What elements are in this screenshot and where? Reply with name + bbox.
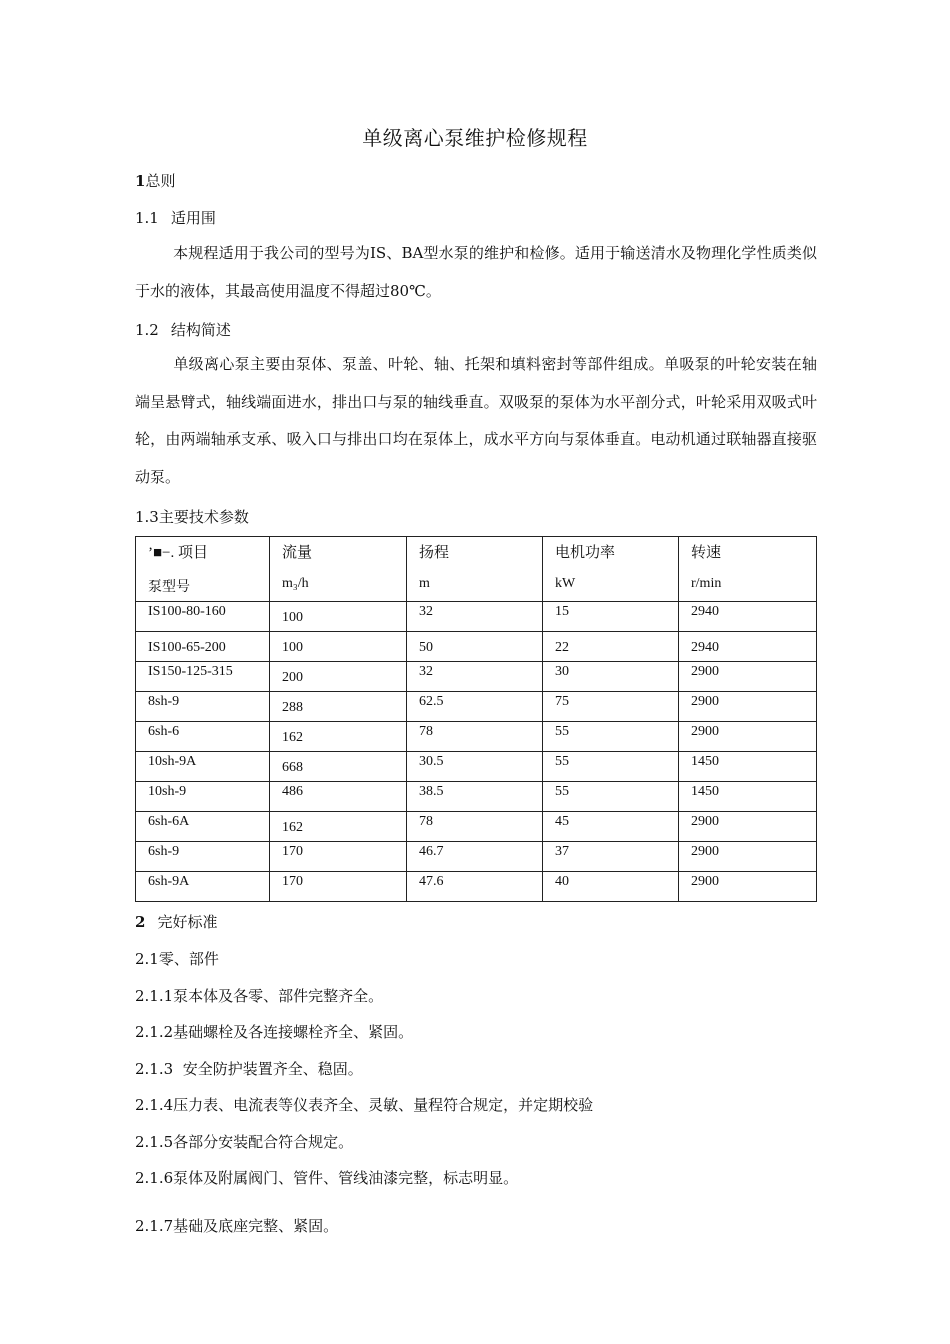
section-1-2-title: 结构简述 <box>170 321 231 339</box>
cell-speed-text: 2900 <box>691 664 719 679</box>
cell-speed <box>679 872 817 902</box>
header-head-name: 扬程 <box>419 545 450 561</box>
section-1-1-paragraph <box>135 235 817 310</box>
cell-flow <box>270 662 407 692</box>
section-1-number: 1 <box>135 172 146 190</box>
section-2-title: 完好标准 <box>157 913 218 931</box>
cell-model-text: 10sh-9 <box>148 784 187 799</box>
header-cell-power <box>543 537 679 602</box>
cell-speed <box>679 632 817 662</box>
header-head-unit: m <box>419 576 430 591</box>
section-1-2-text: 单级离心泵主要由泵体、泵盖、叶轮、轴、托架和填料密封等部件组成。单吸泵的叶轮安装在轴端呈悬臂式，轴线端面进水，排出口与泵的轴线垂直。双吸泵的泵体为水平剖分式，叶轮采用双吸式叶轮，由两端轴承支承、吸入口与排出口均在泵体上，成水平方向与泵体垂直。电动机通过联轴器直接驱动泵。 <box>135 355 817 486</box>
table-row <box>136 752 817 782</box>
cell-power-text: 55 <box>555 754 569 769</box>
cell-model <box>136 602 270 632</box>
cell-head <box>407 662 543 692</box>
cell-head-text: 78 <box>419 814 433 829</box>
cell-model-text: 10sh-9A <box>148 754 197 769</box>
cell-head <box>407 722 543 752</box>
section-2-1-heading: 2.1零、部件 <box>135 950 219 968</box>
list-item: 2.1.1泵本体及各零、部件完整齐全。 <box>135 987 384 1005</box>
cell-model-text: IS100-65-200 <box>148 640 226 655</box>
cell-flow-text: 100 <box>282 610 303 625</box>
section-1-1-heading <box>135 207 216 228</box>
list-item: 2.1.3 安全防护装置齐全、稳固。 <box>135 1060 363 1078</box>
cell-model-text: IS150-125-315 <box>148 664 233 679</box>
cell-model <box>136 692 270 722</box>
table-row <box>136 812 817 842</box>
section-1-title: 总则 <box>145 172 176 190</box>
cell-power <box>543 872 679 902</box>
cell-model-text: 6sh-9A <box>148 874 190 889</box>
cell-speed-text: 2900 <box>691 814 719 829</box>
cell-speed-text: 2900 <box>691 844 719 859</box>
page-title: 单级离心泵维护检修规程 <box>362 126 588 150</box>
header-speed-unit: r/min <box>691 576 722 591</box>
cell-power-text: 75 <box>555 694 569 709</box>
cell-speed <box>679 752 817 782</box>
cell-model <box>136 722 270 752</box>
list-item: 2.1.7基础及底座完整、紧固。 <box>135 1217 339 1235</box>
cell-model-text: 6sh-6A <box>148 814 190 829</box>
section-2-heading <box>135 911 217 932</box>
cell-speed-text: 1450 <box>691 784 719 799</box>
cell-power <box>543 782 679 812</box>
cell-flow <box>270 632 407 662</box>
cell-head-text: 32 <box>419 604 433 619</box>
header-power-name: 电机功率 <box>555 545 616 561</box>
header-item-label: ’■−. 项目 <box>148 545 209 561</box>
list-item: 2.1.6泵体及附属阀门、管件、管线油漆完整，标志明显。 <box>135 1169 519 1187</box>
table-header-row <box>136 537 817 602</box>
list-item: 2.1.5各部分安装配合符合规定。 <box>135 1133 354 1151</box>
list-item: 2.1.2基础螺栓及各连接螺栓齐全、紧固。 <box>135 1023 414 1041</box>
cell-power <box>543 752 679 782</box>
cell-model <box>136 812 270 842</box>
cell-flow-text: 162 <box>282 820 303 835</box>
cell-power-text: 40 <box>555 874 569 889</box>
cell-flow <box>270 812 407 842</box>
table-row <box>136 842 817 872</box>
cell-power-text: 30 <box>555 664 569 679</box>
parameters-table <box>135 536 817 902</box>
cell-speed-text: 1450 <box>691 754 719 769</box>
cell-flow-text: 162 <box>282 730 303 745</box>
cell-power-text: 45 <box>555 814 569 829</box>
cell-model <box>136 842 270 872</box>
cell-model-text: 6sh-6 <box>148 724 180 739</box>
cell-power-text: 37 <box>555 844 569 859</box>
cell-head-text: 32 <box>419 664 433 679</box>
header-speed-name: 转速 <box>691 545 722 561</box>
cell-flow <box>270 722 407 752</box>
cell-head <box>407 872 543 902</box>
cell-head <box>407 602 543 632</box>
cell-speed-text: 2900 <box>691 724 719 739</box>
cell-head-text: 50 <box>419 640 433 655</box>
section-1-1-text: 本规程适用于我公司的型号为IS、BA型水泵的维护和检修。适用于输送清水及物理化学性质类似于水的液体，其最高使用温度不得超过80℃。 <box>135 244 817 300</box>
cell-power <box>543 692 679 722</box>
cell-head <box>407 842 543 872</box>
cell-speed <box>679 722 817 752</box>
cell-flow-text: 486 <box>282 784 303 799</box>
cell-model <box>136 632 270 662</box>
cell-speed <box>679 602 817 632</box>
section-1-2-paragraph <box>135 346 817 496</box>
cell-flow-text: 100 <box>282 640 303 655</box>
cell-flow-text: 288 <box>282 700 303 715</box>
cell-flow-text: 668 <box>282 760 303 775</box>
cell-model-text: IS100-80-160 <box>148 604 226 619</box>
table-row <box>136 632 817 662</box>
cell-head-text: 78 <box>419 724 433 739</box>
cell-power <box>543 632 679 662</box>
cell-power <box>543 722 679 752</box>
cell-speed <box>679 842 817 872</box>
section-1-3-heading: 1.3主要技术参数 <box>135 508 249 526</box>
section-1-2-number: 1.2 <box>135 321 159 339</box>
cell-power <box>543 812 679 842</box>
section-1-1-number: 1.1 <box>135 209 159 227</box>
table-row <box>136 602 817 632</box>
cell-head-text: 47.6 <box>419 874 444 889</box>
section-1-2-heading <box>135 319 231 340</box>
table-row <box>136 872 817 902</box>
header-cell-head <box>407 537 543 602</box>
cell-model <box>136 782 270 812</box>
header-cell-model <box>136 537 270 602</box>
cell-head <box>407 752 543 782</box>
cell-flow-text: 170 <box>282 874 303 889</box>
cell-power-text: 55 <box>555 784 569 799</box>
header-power-unit: kW <box>555 576 576 591</box>
cell-model-text: 6sh-9 <box>148 844 180 859</box>
cell-head-text: 62.5 <box>419 694 444 709</box>
cell-speed-text: 2900 <box>691 694 719 709</box>
cell-model <box>136 752 270 782</box>
cell-head <box>407 782 543 812</box>
cell-head <box>407 632 543 662</box>
section-1-heading <box>135 170 175 191</box>
cell-speed-text: 2940 <box>691 640 719 655</box>
cell-model <box>136 872 270 902</box>
cell-flow <box>270 692 407 722</box>
cell-power-text: 55 <box>555 724 569 739</box>
table-row <box>136 692 817 722</box>
table-row <box>136 662 817 692</box>
cell-speed-text: 2900 <box>691 874 719 889</box>
cell-flow <box>270 782 407 812</box>
cell-speed-text: 2940 <box>691 604 719 619</box>
cell-flow <box>270 602 407 632</box>
header-flow-name: 流量 <box>282 545 313 561</box>
cell-flow-text: 170 <box>282 844 303 859</box>
cell-flow <box>270 752 407 782</box>
header-model-label: 泵型号 <box>148 580 190 595</box>
cell-speed <box>679 782 817 812</box>
cell-flow-text: 200 <box>282 670 303 685</box>
cell-power-text: 15 <box>555 604 569 619</box>
cell-power-text: 22 <box>555 640 569 655</box>
cell-power <box>543 662 679 692</box>
section-2-number: 2 <box>135 913 146 931</box>
cell-head-text: 38.5 <box>419 784 444 799</box>
table-row <box>136 722 817 752</box>
header-cell-speed <box>679 537 817 602</box>
list-item: 2.1.4压力表、电流表等仪表齐全、灵敏、量程符合规定，并定期校验 <box>135 1096 594 1114</box>
cell-power <box>543 842 679 872</box>
section-1-1-title: 适用围 <box>170 209 216 227</box>
cell-speed <box>679 812 817 842</box>
header-cell-flow <box>270 537 407 602</box>
table-row <box>136 782 817 812</box>
cell-model-text: 8sh-9 <box>148 694 180 709</box>
cell-flow <box>270 842 407 872</box>
cell-power <box>543 602 679 632</box>
cell-speed <box>679 692 817 722</box>
cell-speed <box>679 662 817 692</box>
cell-head <box>407 812 543 842</box>
header-flow-unit: m₃/h <box>282 576 309 591</box>
cell-head <box>407 692 543 722</box>
cell-flow <box>270 872 407 902</box>
cell-head-text: 30.5 <box>419 754 444 769</box>
cell-head-text: 46.7 <box>419 844 444 859</box>
cell-model <box>136 662 270 692</box>
